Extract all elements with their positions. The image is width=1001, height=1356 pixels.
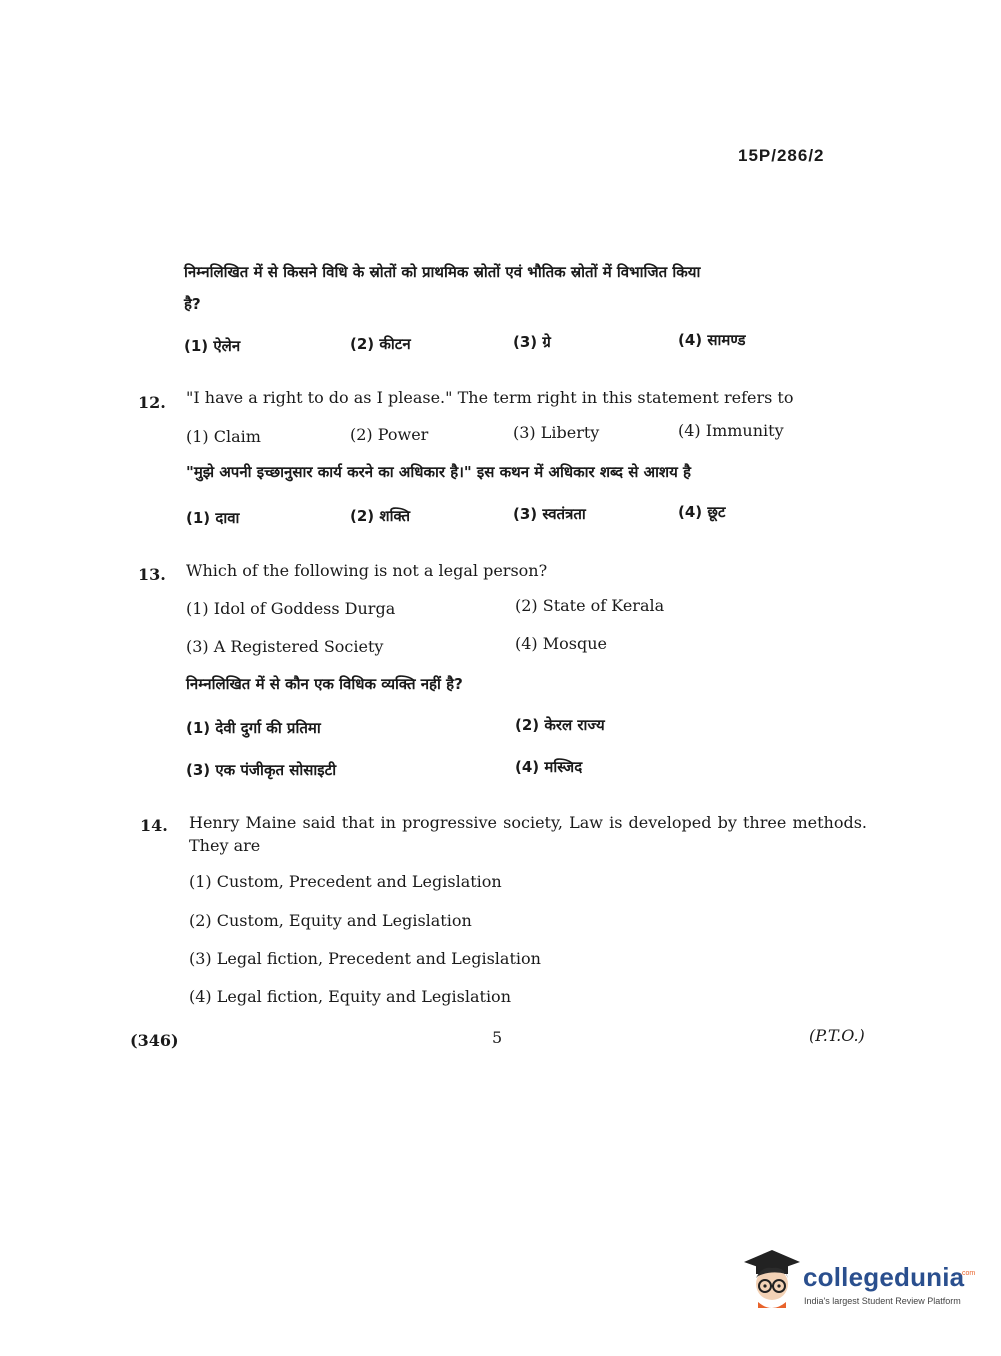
- q11-option-2: (2) कीटन: [350, 335, 411, 353]
- q14-number: 14.: [140, 816, 168, 835]
- q13-hindi-option-3: (3) एक पंजीकृत सोसाइटी: [186, 761, 337, 779]
- pto-note: (P.T.O.): [809, 1026, 865, 1045]
- paper-code: 15P/286/2: [738, 146, 825, 165]
- q13-hindi-option-1: (1) देवी दुर्गा की प्रतिमा: [186, 719, 321, 737]
- student-mascot-icon: [742, 1248, 802, 1314]
- q14-stem: Henry Maine said that in progressive society, Law is developed by three methods. They are: [189, 813, 867, 855]
- q13-hindi-option-4: (4) मस्जिद: [515, 758, 583, 776]
- q11-option-1: (1) ऐलेन: [184, 337, 241, 355]
- q12-hindi-option-4: (4) छूट: [678, 503, 726, 521]
- q13-stem: Which of the following is not a legal person?: [186, 561, 548, 580]
- q13-option-3: (3) A Registered Society: [186, 637, 384, 656]
- q13-option-2: (2) State of Kerala: [515, 596, 665, 615]
- logo-suffix: .com: [960, 1270, 976, 1277]
- q11-hindi-stem-line2: है?: [184, 295, 201, 313]
- q14-option-3: (3) Legal fiction, Precedent and Legislation: [189, 949, 541, 968]
- q13-hindi-option-2: (2) केरल राज्य: [515, 716, 605, 734]
- q12-hindi-option-2: (2) शक्ति: [350, 507, 411, 525]
- q13-hindi-stem: निम्नलिखित में से कौन एक विधिक व्यक्ति नहीं है?: [186, 675, 463, 693]
- q11-hindi-stem-line1: निम्नलिखित में से किसने विधि के स्रोतों को प्राथमिक स्रोतों एवं भौतिक स्रोतों में विभाजित किया: [184, 263, 701, 281]
- q12-option-2: (2) Power: [350, 425, 429, 444]
- q11-option-3: (3) ग्रे: [513, 333, 551, 351]
- q13-number: 13.: [138, 565, 166, 584]
- q12-hindi-stem: "मुझे अपनी इच्छानुसार कार्य करने का अधिकार है।" इस कथन में अधिकार शब्द से आशय है: [186, 463, 691, 481]
- q12-option-3: (3) Liberty: [513, 423, 600, 442]
- q12-hindi-option-3: (3) स्वतंत्रता: [513, 505, 586, 523]
- q12-option-4: (4) Immunity: [678, 421, 784, 440]
- q14-option-4: (4) Legal fiction, Equity and Legislation: [189, 987, 511, 1006]
- q14-option-2: (2) Custom, Equity and Legislation: [189, 911, 472, 930]
- logo-tagline: India's largest Student Review Platform: [804, 1296, 961, 1306]
- q12-option-1: (1) Claim: [186, 427, 261, 446]
- page-number: 5: [492, 1028, 503, 1047]
- q13-option-1: (1) Idol of Goddess Durga: [186, 599, 396, 618]
- q13-option-4: (4) Mosque: [515, 634, 607, 653]
- logo-name: collegedunia: [803, 1262, 965, 1292]
- q12-hindi-option-1: (1) दावा: [186, 509, 240, 527]
- q14-option-1: (1) Custom, Precedent and Legislation: [189, 872, 502, 891]
- q11-option-4: (4) सामण्ड: [678, 331, 746, 349]
- q12-stem: "I have a right to do as I please." The term right in this statement refers to: [186, 388, 794, 407]
- q12-number: 12.: [138, 393, 166, 412]
- footer-code: (346): [130, 1031, 179, 1050]
